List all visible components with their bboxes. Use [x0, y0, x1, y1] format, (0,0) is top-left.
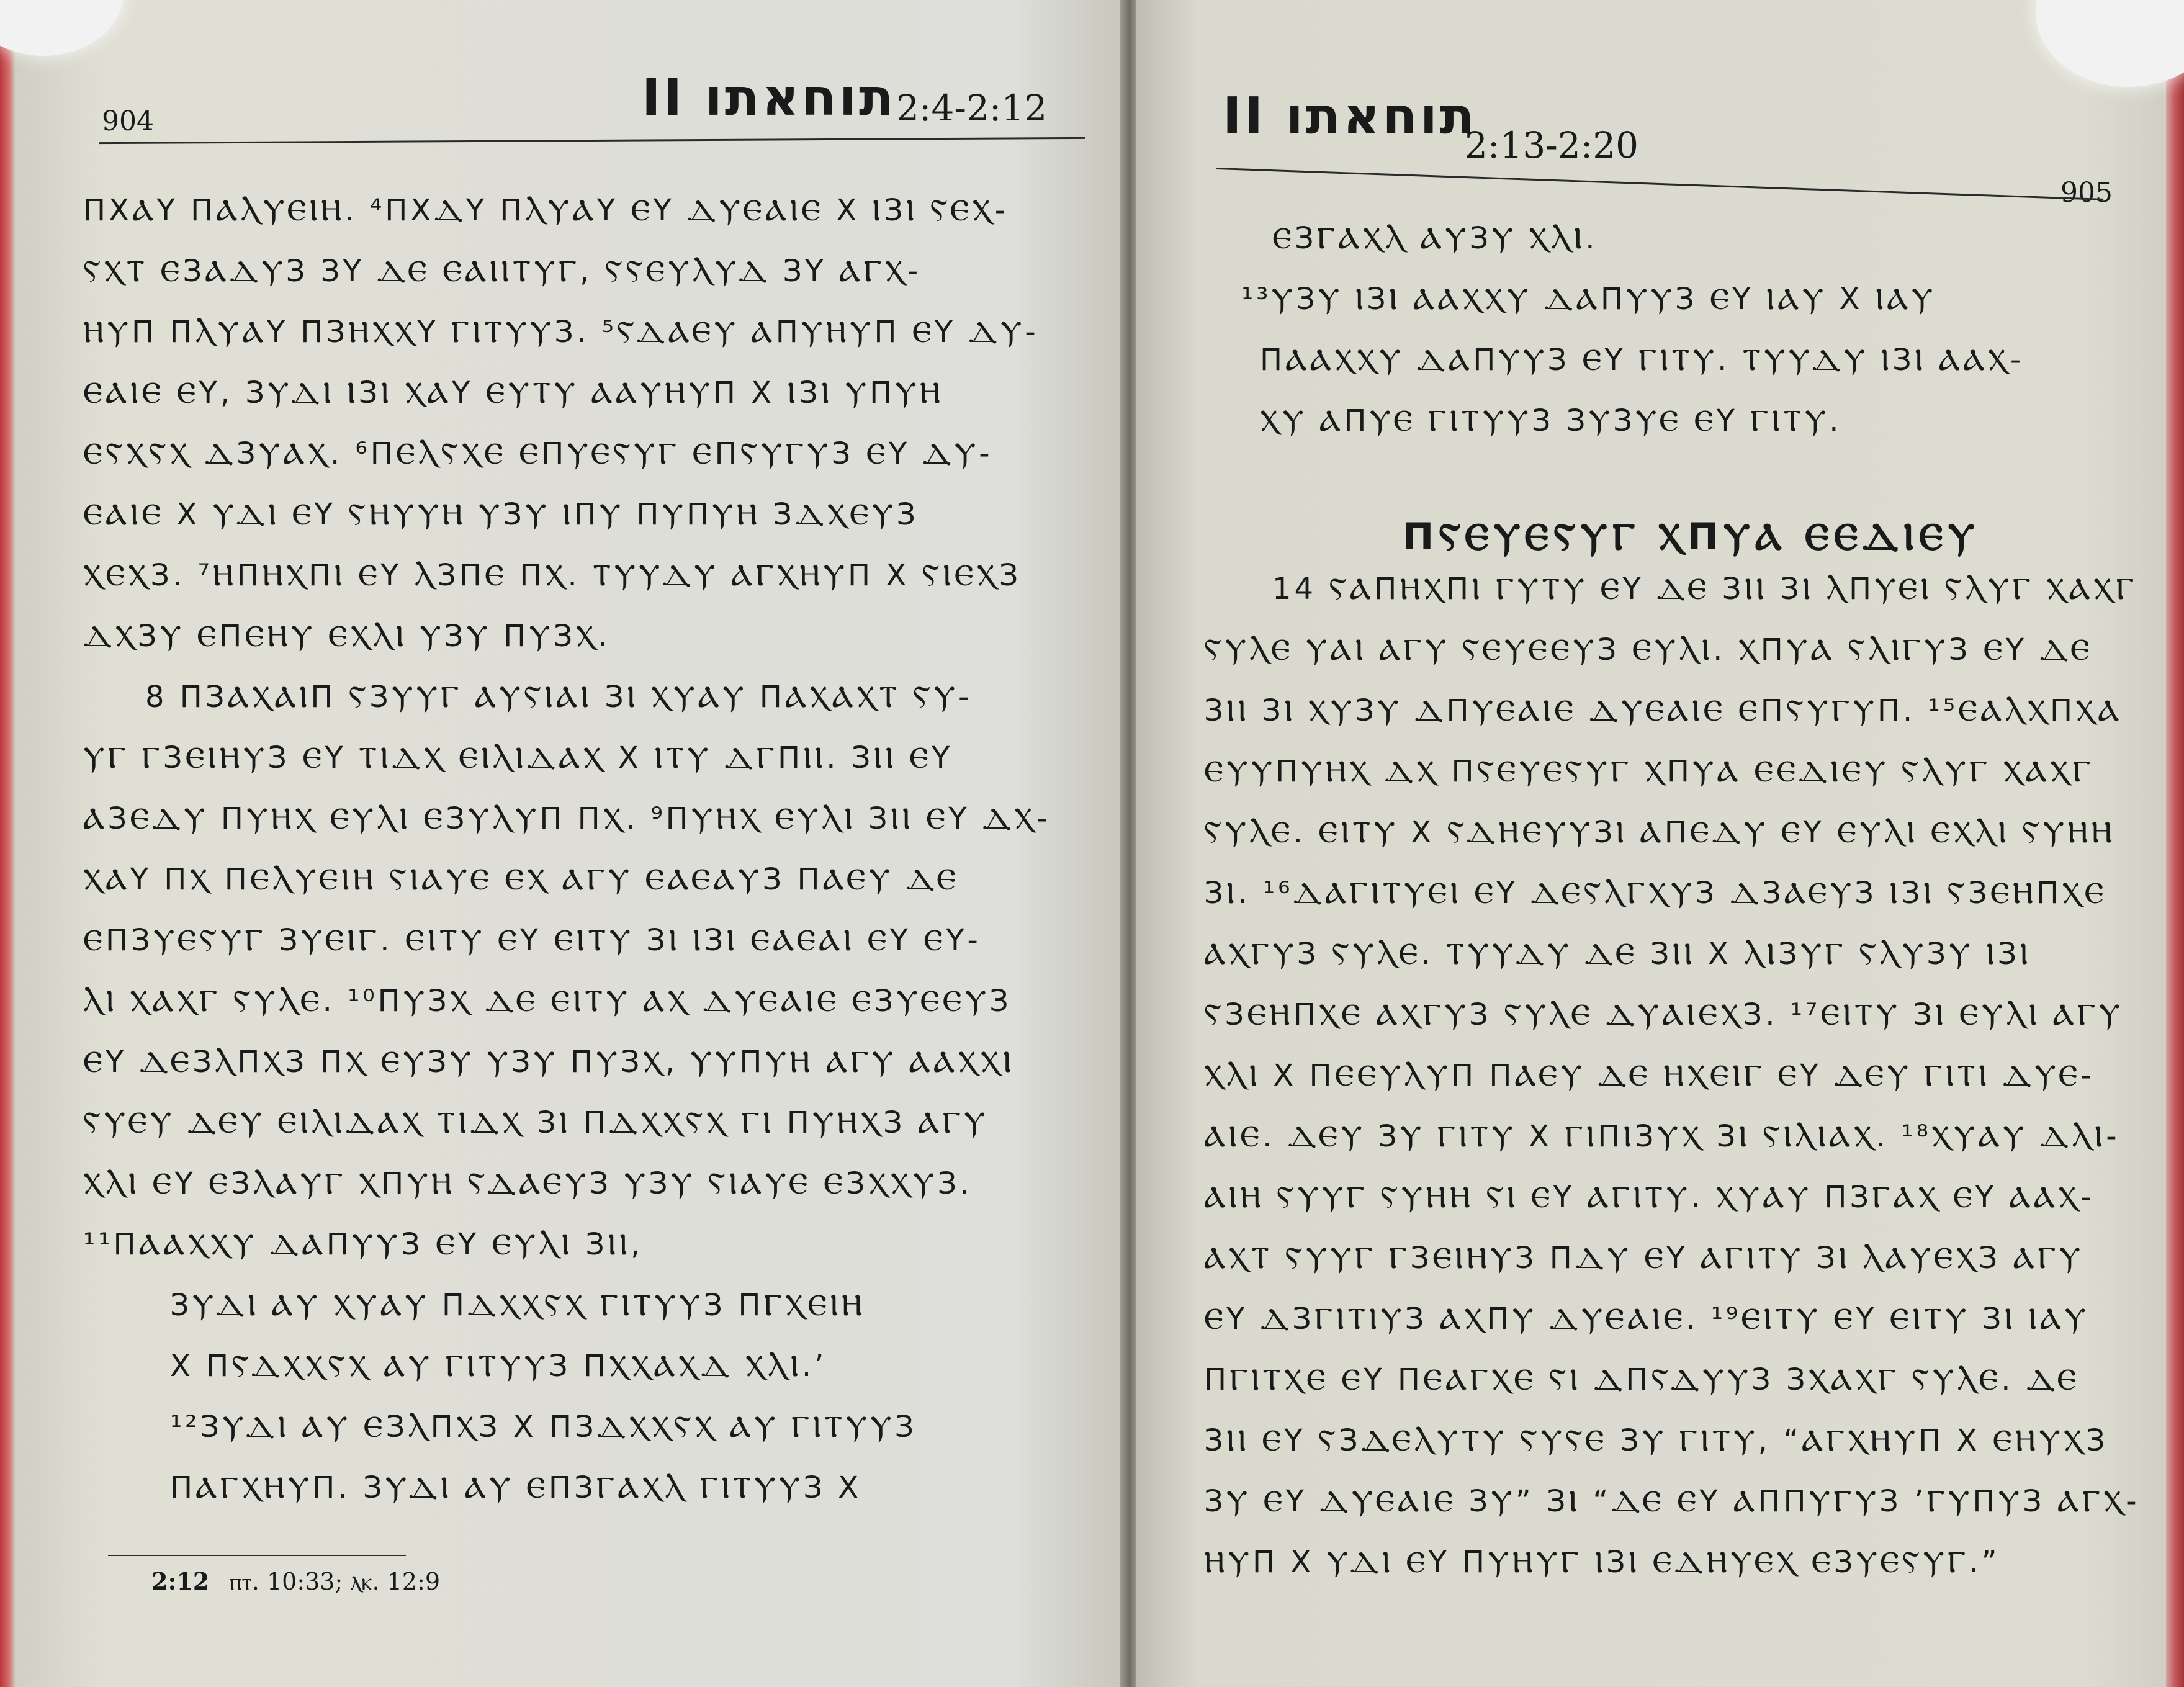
footnote-rule: [108, 1555, 406, 1556]
paragraph-start-line: 14 ⲊⲀΠⲎⲬΠⲒ ⲄⲨⲦⲨ ⲈΥ ⲆⲈ ЗⲒⲒ ЗⲒ ⲖΠⲨⲈⲒ ⲊⲖⲨⲄ ⲬⲀⲬⲄ: [1272, 572, 2137, 606]
left-page-number: 904: [102, 106, 154, 137]
text-line: ⲬⲖⲒ Χ ΠⲈⲈⲨⲖⲨΠ ΠⲀⲈⲨ ⲆⲈ ⲎⲬⲈⲒⲄ ⲈΥ ⲆⲈⲨ ⲄⲒⲦⲒ ⲆⲨⲈ-: [1204, 1058, 2095, 1093]
text-line: ⲀⲬⲄⲨЗ ⲊⲨⲖⲈ. ⲦⲨⲨⲆⲨ ⲆⲈ ЗⲒⲒ Χ ⲖⲒЗⲨⲄ ⲊⲖⲨЗⲨ ⲒЗⲒ: [1204, 937, 2031, 971]
text-line: ЗⲨ ⲈΥ ⲆⲨⲈⲀⲒⲈ ЗⲨ” ЗⲒ “ⲆⲈ ⲈΥ ⲀΠΠⲨⲄⲨЗ ’ⲄⲨΠⲨЗ ⲀⲄⲬ-: [1204, 1484, 2140, 1519]
text-line: ΠΧⲀΥ ΠⲀⲖⲨⲈⲒⲎ. ⁴ΠΧⲆΥ ΠⲖⲨⲀΥ ⲈΥ ⲆⲨⲈⲀⲒⲈ Χ ⲒЗⲒ ⲊⲈⲬ-: [83, 193, 1009, 228]
text-line: ⲬⲀΥ ΠⲬ ΠⲈⲖⲨⲈⲒⲎ ⲊⲒⲀⲨⲈ ⲈⲬ ⲀⲄⲨ ⲈⲀⲈⲀⲨЗ ΠⲀⲈⲨ ⲆⲈ: [83, 862, 959, 897]
left-header-reference: 2:4-2:12: [896, 87, 1048, 129]
text-line: ΠⲀⲀⲬⲬⲨ ⲆⲀΠⲨⲨЗ ⲈΥ ⲄⲒⲦⲨ. ⲦⲨⲨⲆⲨ ⲒЗⲒ ⲀⲀⲬ-: [1260, 343, 2024, 377]
text-line: ⲈΠЗⲨⲈⲊⲨⲄ ЗⲨⲈⲒⲄ. ⲈⲒⲦⲨ ⲈΥ ⲈⲒⲦⲨ ЗⲒ ⲒЗⲒ ⲈⲀⲈⲀⲒ ⲈΥ ⲈΥ-: [83, 923, 981, 958]
text-line: ⲖⲒ ⲬⲀⲬⲄ ⲊⲨⲖⲈ. ¹⁰ΠⲨЗⲬ ⲆⲈ ⲈⲒⲦⲨ ⲀⲬ ⲆⲨⲈⲀⲒⲈ ⲈЗⲨⲈⲈⲨЗ: [83, 984, 1012, 1019]
paragraph-start-line: 8 ΠЗⲀⲬⲀⲒΠ ⲊЗⲨⲨⲄ ⲀⲨⲊⲒⲀⲒ ЗⲒ ⲬⲨⲀⲨ ΠⲀⲬⲀⲬⲦ ⲊⲨ-: [145, 680, 973, 714]
text-line: ⲬⲈⲬЗ. ⁷ⲎΠⲎⲬΠⲒ ⲈΥ ⲖЗΠⲈ ΠⲬ. ⲦⲨⲨⲆⲨ ⲀⲄⲬⲎⲨΠ Χ ⲊⲒⲈⲬЗ: [83, 558, 1022, 593]
right-page-number: 905: [2060, 177, 2113, 209]
text-line: ⲈⲨⲨΠⲨⲎⲬ ⲆⲬ ΠⲊⲈⲨⲈⲊⲨⲄ ⲬΠⲨⲀ ⲈⲈⲆⲒⲈⲨ ⲊⲖⲨⲄ ⲬⲀⲬⲄ: [1204, 754, 2094, 789]
text-line: ⲀⲬⲦ ⲊⲨⲨⲄ ⲄЗⲈⲒⲎⲨЗ ΠⲆⲨ ⲈΥ ⲀⲄⲒⲦⲨ ЗⲒ ⲖⲀⲨⲈⲬЗ ⲀⲄⲨ: [1204, 1241, 2084, 1275]
text-line: ⲊЗⲈⲎΠⲬⲈ ⲀⲬⲄⲨЗ ⲊⲨⲖⲈ ⲆⲨⲀⲒⲈⲬЗ. ¹⁷ⲈⲒⲦⲨ ЗⲒ ⲈⲨⲖⲒ ⲀⲄⲨ: [1204, 997, 2124, 1032]
text-line: ⲊⲬⲦ ⲈЗⲀⲆⲨЗ ЗΥ ⲆⲈ ⲈⲀⲒⲒⲦⲨⲄ, ⲊⲊⲈⲨⲖⲨⲆ ЗΥ ⲀⲄⲬ-: [83, 254, 922, 289]
text-line: ¹¹ΠⲀⲀⲬⲬⲨ ⲆⲀΠⲨⲨЗ ⲈΥ ⲈⲨⲖⲒ ЗⲒⲒ,: [83, 1227, 644, 1262]
poetry-line: ΠⲀⲄⲬⲎⲨΠ. ЗⲨⲆⲒ ⲀⲨ ⲈΠЗⲄⲀⲬⲖ ⲄⲒⲦⲨⲨЗ Χ: [170, 1470, 862, 1505]
text-line: ⲬⲨ ⲀΠⲨⲈ ⲄⲒⲦⲨⲨЗ ЗⲨЗⲨⲈ ⲈΥ ⲄⲒⲦⲨ.: [1260, 403, 1842, 438]
text-line: ⲊⲨⲖⲈ ⲨⲀⲒ ⲀⲄⲨ ⲊⲈⲨⲈⲈⲨЗ ⲈⲨⲖⲒ. ⲬΠⲨⲀ ⲊⲖⲒⲄⲨЗ ⲈΥ ⲆⲈ: [1204, 632, 2093, 667]
right-top-text: [1241, 208, 2024, 451]
text-line: ΠⲄⲒⲦⲬⲈ ⲈΥ ΠⲈⲀⲄⲬⲈ ⲊⲒ ⲆΠⲊⲆⲨⲨЗ ЗⲬⲀⲬⲄ ⲊⲨⲖⲈ. ⲆⲈ: [1204, 1362, 2080, 1397]
text-line: ⲈΥ ⲆⲈЗⲖΠⲬЗ ΠⲬ ⲈⲨЗⲨ ⲨЗⲨ ΠⲨЗⲬ, ⲨⲨΠⲨⲎ ⲀⲄⲨ ⲀⲀⲬⲬⲒ: [83, 1045, 1015, 1079]
text-line: ⲈⲀⲒⲈ Χ ⲨⲆⲒ ⲈΥ ⲊⲎⲨⲨⲎ ⲨЗⲨ ⲒΠⲨ ΠⲨΠⲨⲎ ЗⲆⲬⲈⲨЗ: [83, 497, 919, 532]
text-line: ¹³ⲨЗⲨ ⲒЗⲒ ⲀⲀⲬⲬⲨ ⲆⲀΠⲨⲨЗ ⲈΥ ⲒⲀⲨ Χ ⲒⲀⲨ: [1241, 282, 1936, 317]
footnote-text: ⲡⲧ. 10:33; ⲗⲕ. 12:9: [229, 1568, 441, 1595]
right-body-text: [1204, 559, 2140, 1593]
text-line: ЗⲒⲒ ЗⲒ ⲬⲨЗⲨ ⲆΠⲨⲈⲀⲒⲈ ⲆⲨⲈⲀⲒⲈ ⲈΠⲊⲨⲄⲨΠ. ¹⁵ⲈⲀⲖⲬΠⲬⲀ: [1204, 693, 2123, 728]
poetry-line: Χ ΠⲊⲆⲬⲬⲊⲬ ⲀⲨ ⲄⲒⲦⲨⲨЗ ΠⲬⲬⲀⲬⲆ ⲬⲖⲒ.’: [170, 1349, 827, 1383]
text-line: ⲊⲨⲖⲈ. ⲈⲒⲦⲨ Χ ⲊⲆⲎⲈⲨⲨЗⲒ ⲀΠⲈⲆⲨ ⲈΥ ⲈⲨⲖⲒ ⲈⲬⲖⲒ ⲊⲨⲎⲎ: [1204, 815, 2116, 850]
text-line: ⲈΥ ⲆЗⲄⲒⲦⲒⲨЗ ⲀⲬΠⲨ ⲆⲨⲈⲀⲒⲈ. ¹⁹ⲈⲒⲦⲨ ⲈΥ ⲈⲒⲦⲨ ЗⲒ ⲒⲀⲨ: [1204, 1302, 2089, 1336]
right-header-title: II תוחאתו: [1223, 87, 1477, 146]
left-page: [15, 0, 1126, 1687]
right-header-rule: [1216, 168, 2103, 200]
text-line: ⲀⲒⲈ. ⲆⲈⲨ ЗⲨ ⲄⲒⲦⲨ Χ ⲄⲒΠⲒЗⲨⲬ ЗⲒ ⲊⲒⲖⲒⲀⲬ. ¹⁸ⲬⲨⲀⲨ ⲆⲖⲒ-: [1204, 1119, 2120, 1154]
text-line: ⲬⲖⲒ ⲈΥ ⲈЗⲖⲀⲨⲄ ⲬΠⲨⲎ ⲊⲆⲀⲈⲨЗ ⲨЗⲨ ⲊⲒⲀⲨⲈ ⲈЗⲬⲬⲨЗ.: [83, 1166, 973, 1201]
text-line: ⲊⲨⲈⲨ ⲆⲈⲨ ⲈⲒⲖⲒⲆⲀⲬ ⲦⲒⲆⲬ ЗⲒ ΠⲆⲬⲬⲊⲬ ⲄⲒ ΠⲨⲎⲬЗ ⲀⲄⲨ: [83, 1105, 989, 1140]
text-line: ⲎⲨΠ Χ ⲨⲆⲒ ⲈΥ ΠⲨⲎⲨⲄ ⲒЗⲒ ⲈⲆⲎⲨⲈⲬ ⲈЗⲨⲈⲊⲨⲄ.”: [1204, 1545, 2000, 1580]
poetry-line: ¹²ЗⲨⲆⲒ ⲀⲨ ⲈЗⲖΠⲬЗ Χ ΠЗⲆⲬⲬⲊⲬ ⲀⲨ ⲄⲒⲦⲨⲨЗ: [170, 1410, 917, 1444]
left-body-text: [83, 180, 1051, 1518]
book-edge: [2166, 0, 2184, 1687]
left-header-title: II תוחאתו: [642, 68, 896, 127]
text-line: ⲀЗⲈⲆⲨ ΠⲨⲎⲬ ⲈⲨⲖⲒ ⲈЗⲨⲖⲨΠ ΠⲬ. ⁹ΠⲨⲎⲬ ⲈⲨⲖⲒ ЗⲒⲒ ⲈΥ ⲆⲬ-: [83, 801, 1051, 836]
text-line: ⲈⲀⲒⲈ ⲈΥ, ЗⲨⲆⲒ ⲒЗⲒ ⲬⲀΥ ⲈⲨⲦⲨ ⲀⲀⲨⲎⲨΠ Χ ⲒЗⲒ ⲨΠⲨⲎ: [83, 376, 944, 410]
poetry-line: ЗⲨⲆⲒ ⲀⲨ ⲬⲨⲀⲨ ΠⲆⲬⲬⲊⲬ ⲄⲒⲦⲨⲨЗ ΠⲄⲬⲈⲒⲎ: [170, 1288, 866, 1323]
text-line: ⲎⲨΠ ΠⲖⲨⲀΥ ΠЗⲎⲬⲬΥ ⲄⲒⲦⲨⲨЗ. ⁵ⲊⲆⲀⲈⲨ ⲀΠⲨⲎⲨΠ ⲈΥ ⲆⲨ-: [83, 315, 1039, 349]
text-line: ⲨⲄ ⲄЗⲈⲒⲎⲨЗ ⲈΥ ⲦⲒⲆⲬ ⲈⲒⲖⲒⲆⲀⲬ Χ ⲒⲦⲨ ⲆⲄΠⲒⲒ. ЗⲒⲒ ⲈΥ: [83, 740, 953, 775]
left-header-rule: [99, 137, 1085, 144]
right-page: [1136, 0, 2166, 1687]
footnote-reference: 2:12: [151, 1567, 210, 1595]
footnote: [151, 1567, 440, 1596]
text-line: ⲈЗⲄⲀⲬⲖ ⲀⲨЗⲨ ⲬⲖⲒ.: [1272, 221, 1598, 256]
right-header-reference: 2:13-2:20: [1465, 124, 1639, 166]
section-heading: ΠⲊⲈⲨⲈⲊⲨⲄ ⲬΠⲨⲀ ⲈⲈⲆⲒⲈⲨ: [1403, 515, 1980, 559]
text-line: ЗⲒⲒ ⲈΥ ⲊЗⲆⲈⲖⲨⲦⲨ ⲊⲨⲊⲈ ЗⲨ ⲄⲒⲦⲨ, “ⲀⲄⲬⲎⲨΠ Χ ⲈⲎⲨⲬЗ: [1204, 1423, 2108, 1458]
text-line: ЗⲒ. ¹⁶ⲆⲀⲄⲒⲦⲨⲈⲒ ⲈΥ ⲆⲈⲊⲖⲄⲬⲨЗ ⲆЗⲀⲈⲨЗ ⲒЗⲒ ⲊЗⲈⲎΠⲬⲈ: [1204, 876, 2107, 911]
text-line: ⲈⲊⲬⲊⲬ ⲆЗⲨⲀⲬ. ⁶ΠⲈⲖⲊⲬⲈ ⲈΠⲨⲈⲊⲨⲄ ⲈΠⲊⲨⲄⲨЗ ⲈΥ ⲆⲨ-: [83, 436, 993, 471]
text-line: ⲀⲒⲎ ⲊⲨⲨⲄ ⲊⲨⲎⲎ ⲊⲒ ⲈΥ ⲀⲄⲒⲦⲨ. ⲬⲨⲀⲨ ΠЗⲄⲀⲬ ⲈΥ ⲀⲀⲬ-: [1204, 1180, 2095, 1215]
text-line: ⲆⲬЗⲨ ⲈΠⲈⲎⲨ ⲈⲬⲖⲒ ⲨЗⲨ ΠⲨЗⲬ.: [83, 619, 611, 654]
